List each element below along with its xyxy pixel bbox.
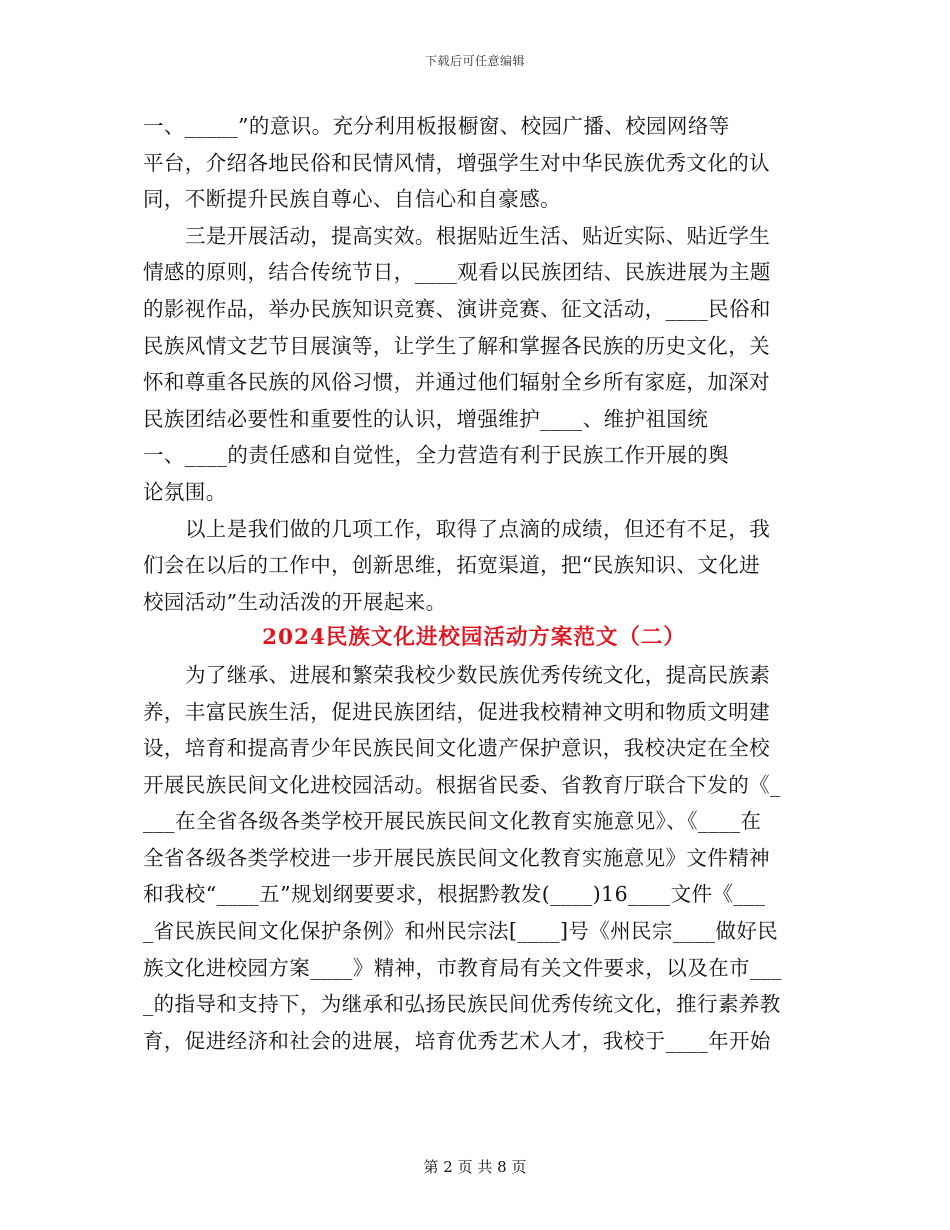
paragraph-line: 一、_____”的意识。充分利用板报橱窗、校园广播、校园网络等 [143, 114, 730, 138]
paragraph-line: 设，培育和提高青少年民族民间文化遗产保护意识，我校决定在全校 [143, 736, 770, 761]
paragraph-line: _的指导和支持下，为继承和弘扬民族民间优秀传统文化，推行素养教 [143, 992, 781, 1017]
paragraph-line: 校园活动”生动活泼的开展起来。 [143, 589, 447, 614]
paragraph-line: 开展民族民间文化进校园活动。根据省民委、省教育厅联合下发的《_ [143, 772, 781, 797]
paragraph-line: 民族风情文艺节目展演等，让学生了解和掌握各民族的历史文化，关 [143, 333, 770, 358]
paragraph-line: 三是开展活动，提高实效。根据贴近生活、贴近实际、贴近学生 [185, 223, 771, 248]
paragraph-line: 养，丰富民族生活，促进民族团结，促进我校精神文明和物质文明建 [143, 699, 770, 724]
document-body [143, 108, 805, 1059]
paragraph-line: 育，促进经济和社会的进展，培育优秀艺术人才，我校于____年开始 [143, 1028, 771, 1053]
paragraph-line: 怀和尊重各民族的风俗习惯，并通过他们辐射全乡所有家庭，加深对 [143, 370, 770, 395]
paragraph-line: 民族团结必要性和重要性的认识，增强维护____、维护祖国统 [143, 406, 709, 431]
paragraph-line: 同，不断提升民族自尊心、自信心和自豪感。 [143, 187, 561, 212]
page-number: 第 2 页 共 8 页 [423, 1158, 527, 1176]
paragraph-line: 情感的原则，结合传统节日，____观看以民族团结、民族进展为主题 [143, 260, 771, 285]
paragraph-line: 平台，介绍各地民俗和民情风情，增强学生对中华民族优秀文化的认 [143, 150, 770, 175]
paragraph-line: 以上是我们做的几项工作，取得了点滴的成绩，但还有不足，我 [185, 516, 771, 541]
paragraph-line: ___在全省各级各类学校开展民族民间文化教育实施意见》、《____在 [143, 809, 762, 834]
paragraph-line: 的影视作品，举办民族知识竞赛、演讲竞赛、征文活动，____民俗和 [143, 296, 771, 321]
paragraph-line: 为了继承、进展和繁荣我校少数民族优秀传统文化，提高民族素 [185, 662, 771, 687]
paragraph-line: 和我校“____五”规划纲要要求，根据黔教发(____)16____文件《___ [143, 882, 766, 907]
paragraph-line: 族文化进校园方案____》精神，市教育局有关文件要求，以及在市___ [143, 955, 782, 980]
paragraph-line: 全省各级各类学校进一步开展民族民间文化教育实施意见》文件精神 [143, 845, 770, 870]
paragraph-line: 们会在以后的工作中，创新思维，拓宽渠道，把“民族知识、文化进 [143, 553, 760, 578]
paragraph-line: 论氛围。 [143, 479, 227, 504]
paragraph-line: _省民族民间文化保护条例》和州民宗法[____]号《州民宗____做好民 [143, 919, 779, 944]
paragraph-line: 一、____的责任感和自觉性，全力营造有利于民族工作开展的舆 [143, 443, 729, 468]
section-title: 2024民族文化进校园活动方案范文（二） [262, 625, 686, 651]
page-header: 下载后可任意编辑 [424, 54, 525, 68]
